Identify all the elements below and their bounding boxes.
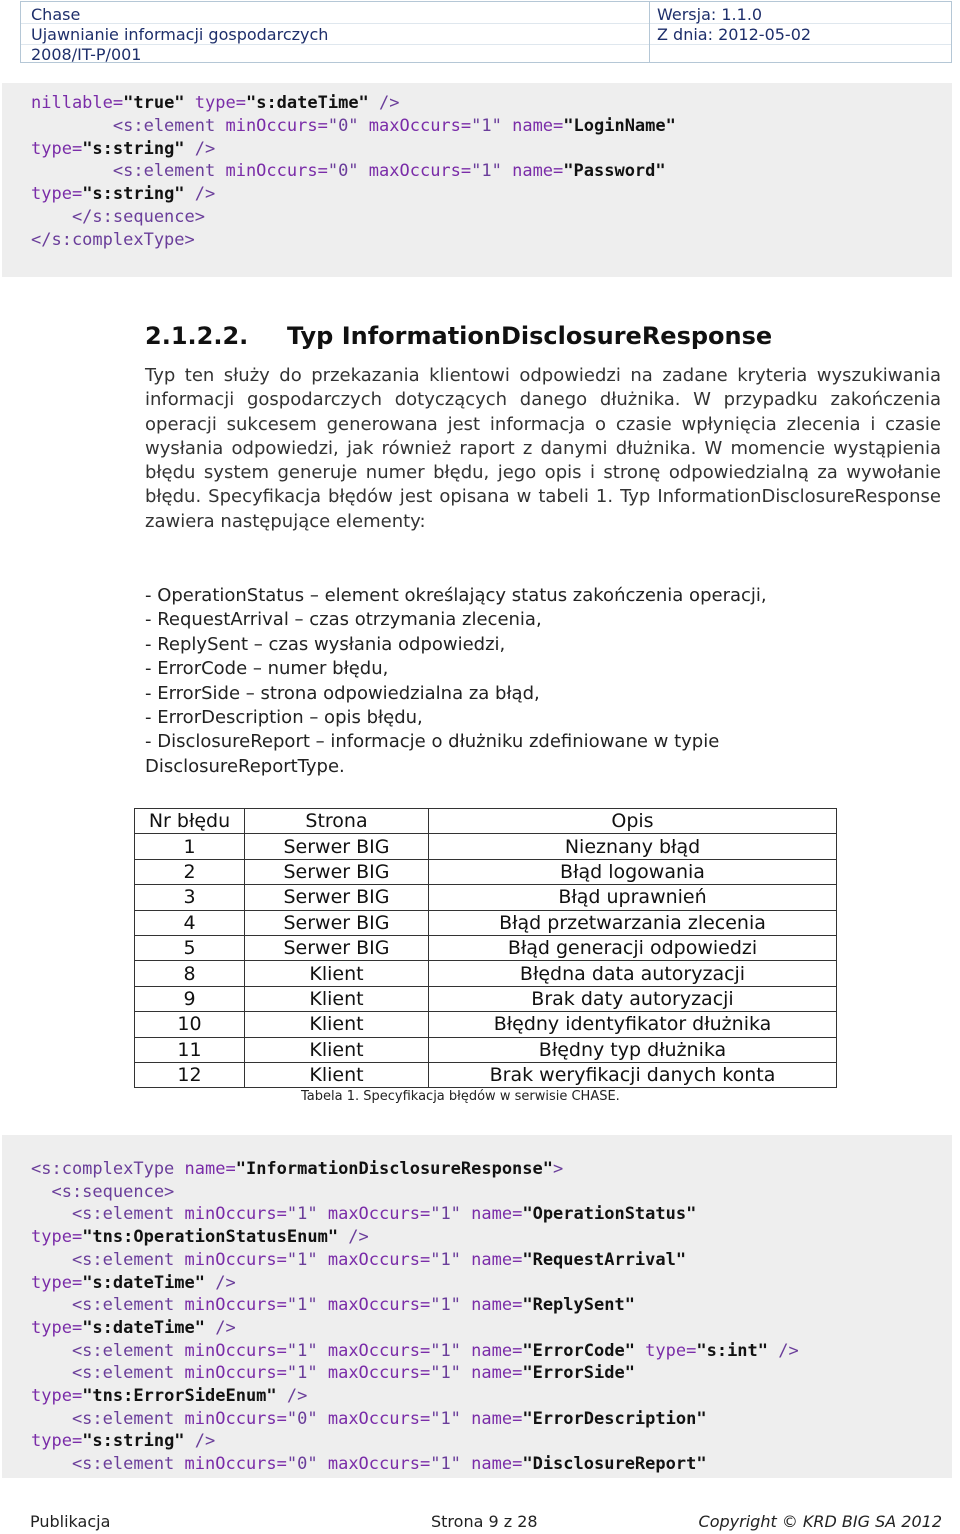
document-header: [20, 1, 952, 63]
table-cell: 4: [135, 910, 245, 935]
table-row: [135, 834, 837, 859]
table-row: [135, 910, 837, 935]
table-cell: Błędny identyfikator dłużnika: [429, 1012, 837, 1037]
code-token: name=: [471, 1454, 523, 1475]
code-line: [31, 116, 676, 136]
code-token: "LoginName": [563, 115, 676, 136]
table-row: [135, 1062, 837, 1087]
code-line: [31, 1454, 707, 1474]
code-token: "ErrorSide": [522, 1363, 635, 1384]
code-token: "s:int": [696, 1340, 769, 1361]
table-cell: Serwer BIG: [245, 935, 429, 960]
code-token: "DisclosureReport": [522, 1454, 707, 1475]
code-token: <s:element: [31, 1363, 185, 1384]
code-token: />: [276, 1386, 308, 1406]
code-token: minOccurs=: [225, 161, 328, 182]
code-token: <s:element: [31, 161, 226, 182]
list-item: - DisclosureReport – informacje o dłużniku zdefiniowane w typie: [145, 731, 720, 753]
table-cell: Serwer BIG: [245, 910, 429, 935]
code-token: maxOccurs=: [327, 1204, 431, 1225]
table-row: [135, 961, 837, 986]
code-token: minOccurs=: [184, 1363, 287, 1384]
code-token: minOccurs=: [184, 1204, 287, 1225]
table-cell: Serwer BIG: [245, 859, 429, 884]
code-token: type=: [31, 1317, 83, 1338]
footer-page-number: Strona 9 z 28: [431, 1512, 538, 1531]
table-cell: Klient: [245, 961, 429, 986]
code-token: "s:string": [82, 1431, 185, 1452]
table-row: [135, 986, 837, 1011]
section-title: Typ InformationDisclosureResponse: [287, 322, 773, 350]
code-token: <s:element: [31, 1454, 185, 1475]
table-row: [135, 1037, 837, 1062]
code-line: [31, 1159, 563, 1179]
table-cell: 10: [135, 1012, 245, 1037]
code-token: type=: [184, 93, 246, 113]
code-token: "ReplySent": [522, 1295, 635, 1316]
code-token: name=: [471, 1408, 523, 1429]
code-token: name=: [184, 1159, 236, 1179]
code-token: "0": [286, 1408, 328, 1429]
code-line: [31, 1204, 696, 1224]
table-cell: Błąd uprawnień: [429, 885, 837, 910]
code-token: maxOccurs=: [327, 1408, 431, 1429]
table-cell: Brak weryfikacji danych konta: [429, 1062, 837, 1087]
table-cell: Błąd przetwarzania zlecenia: [429, 910, 837, 935]
code-line: [31, 1273, 236, 1293]
code-token: minOccurs=: [184, 1295, 287, 1316]
code-token: "1": [430, 1408, 472, 1429]
code-token: "true": [123, 93, 185, 113]
code-token: type=: [31, 1386, 83, 1406]
code-token: />: [768, 1340, 799, 1361]
code-line: [31, 139, 215, 159]
code-token: name=: [471, 1340, 523, 1361]
code-line: [31, 1182, 174, 1202]
code-token: "s:dateTime": [82, 1272, 206, 1293]
code-token: nillable=: [31, 93, 124, 113]
code-line: [31, 230, 195, 250]
code-line: [31, 1431, 215, 1451]
code-token: "ErrorDescription": [522, 1408, 707, 1429]
code-line: [31, 1318, 236, 1338]
code-token: "tns:ErrorSideEnum": [82, 1386, 277, 1406]
list-item: DisclosureReportType.: [145, 755, 345, 777]
table-cell: 5: [135, 935, 245, 960]
code-token: "1": [471, 115, 513, 136]
code-token: type=: [31, 1227, 83, 1248]
code-token: <s:sequence>: [31, 1181, 175, 1202]
code-token: "1": [430, 1204, 472, 1225]
code-line: [31, 1295, 635, 1315]
code-token: "1": [286, 1363, 328, 1384]
code-block-1: [2, 83, 952, 277]
code-token: "Password": [563, 161, 666, 182]
code-line: [31, 1363, 635, 1383]
code-token: <s:element: [31, 1249, 185, 1270]
code-token: maxOccurs=: [327, 1340, 431, 1361]
header-project-code: 2008/IT-P/001: [31, 45, 142, 64]
code-token: </s:complexType>: [31, 229, 195, 250]
code-token: />: [205, 1272, 236, 1293]
table-cell: Klient: [245, 1062, 429, 1087]
header-version: Wersja: 1.1.0: [657, 5, 763, 24]
code-line: [31, 161, 666, 181]
code-token: maxOccurs=: [327, 1295, 431, 1316]
code-token: minOccurs=: [184, 1408, 287, 1429]
table-cell: 12: [135, 1062, 245, 1087]
code-token: "ErrorCode": [522, 1340, 635, 1361]
section-heading: [145, 322, 772, 350]
table-cell: Klient: [245, 1012, 429, 1037]
code-token: "1": [286, 1249, 328, 1270]
code-token: "RequestArrival": [522, 1249, 687, 1270]
code-token: type=: [634, 1340, 697, 1361]
code-token: maxOccurs=: [368, 115, 472, 136]
table-cell: 9: [135, 986, 245, 1011]
code-token: type=: [31, 1272, 83, 1293]
element-list: [145, 584, 945, 779]
code-token: "s:dateTime": [82, 1317, 206, 1338]
code-token: name=: [471, 1295, 523, 1316]
table-row: [135, 1012, 837, 1037]
table-cell: Serwer BIG: [245, 834, 429, 859]
code-token: />: [368, 93, 400, 113]
code-token: minOccurs=: [184, 1249, 287, 1270]
code-token: "OperationStatus": [522, 1204, 697, 1225]
error-table: [134, 808, 837, 1088]
code-line: [31, 93, 400, 113]
code-token: name=: [471, 1204, 523, 1225]
code-token: "0": [286, 1454, 328, 1475]
section-number: 2.1.2.2.: [145, 322, 249, 350]
code-token: />: [338, 1227, 369, 1248]
column-header: Opis: [429, 809, 837, 834]
code-token: type=: [31, 138, 83, 159]
table-cell: Brak daty autoryzacji: [429, 986, 837, 1011]
code-line: [31, 1227, 369, 1247]
code-token: <s:element: [31, 1340, 185, 1361]
table-cell: Błędna data autoryzacji: [429, 961, 837, 986]
code-token: "1": [286, 1340, 328, 1361]
table-row: [135, 935, 837, 960]
code-token: name=: [471, 1249, 523, 1270]
header-subtitle: Ujawnianie informacji gospodarczych: [31, 25, 329, 44]
code-token: </s:sequence>: [31, 207, 205, 227]
table-cell: 2: [135, 859, 245, 884]
table-cell: 8: [135, 961, 245, 986]
code-token: name=: [471, 1363, 523, 1384]
table-cell: Klient: [245, 986, 429, 1011]
code-token: minOccurs=: [184, 1454, 287, 1475]
code-token: name=: [512, 115, 564, 136]
list-item: - ErrorSide – strona odpowiedzialna za błąd,: [145, 682, 540, 704]
code-token: minOccurs=: [225, 115, 328, 136]
list-item: - RequestArrival – czas otrzymania zlecenia,: [145, 609, 542, 631]
header-date: Z dnia: 2012-05-02: [657, 25, 812, 44]
header-column-divider: [649, 2, 650, 62]
code-token: "1": [430, 1340, 472, 1361]
code-token: minOccurs=: [184, 1340, 287, 1361]
code-token: "s:dateTime": [245, 93, 369, 113]
code-token: <s:element: [31, 115, 226, 136]
code-token: >: [553, 1159, 564, 1179]
code-line: [31, 1386, 307, 1406]
code-token: "1": [286, 1295, 328, 1316]
code-line: [31, 1250, 686, 1270]
code-token: name=: [512, 161, 564, 182]
table-row: [135, 859, 837, 884]
table-cell: Błąd generacji odpowiedzi: [429, 935, 837, 960]
code-token: "s:string": [82, 184, 185, 205]
code-token: "1": [430, 1454, 472, 1475]
code-token: maxOccurs=: [327, 1454, 431, 1475]
footer-copyright: Copyright © KRD BIG SA 2012: [698, 1512, 942, 1531]
code-token: "1": [471, 161, 513, 182]
header-title: Chase: [31, 5, 81, 24]
code-token: "s:string": [82, 138, 185, 159]
list-item: - ErrorCode – numer błędu,: [145, 658, 389, 680]
table-cell: Błąd logowania: [429, 859, 837, 884]
code-token: />: [184, 138, 216, 159]
code-token: <s:element: [31, 1204, 185, 1225]
code-token: "InformationDisclosureResponse": [235, 1159, 553, 1179]
header-divider: [21, 23, 951, 24]
code-token: type=: [31, 1431, 83, 1452]
table-cell: Serwer BIG: [245, 885, 429, 910]
code-line: [31, 1409, 707, 1429]
table-cell: Błędny typ dłużnika: [429, 1037, 837, 1062]
code-token: "1": [430, 1249, 472, 1270]
table-cell: Nieznany błąd: [429, 834, 837, 859]
footer-publication: Publikacja: [30, 1512, 111, 1531]
code-token: />: [205, 1317, 236, 1338]
table-caption: Tabela 1. Specyfikacja błędów w serwisie CHASE.: [301, 1089, 620, 1104]
header-divider: [21, 44, 951, 45]
table-header-row: [135, 809, 837, 834]
code-line: [31, 207, 205, 227]
code-token: />: [184, 184, 216, 205]
code-token: maxOccurs=: [327, 1249, 431, 1270]
code-token: "1": [430, 1363, 472, 1384]
list-item: - ReplySent – czas wysłania odpowiedzi,: [145, 633, 506, 655]
document-footer: [30, 1512, 942, 1531]
code-token: <s:element: [31, 1295, 185, 1316]
table-cell: 11: [135, 1037, 245, 1062]
code-token: "tns:OperationStatusEnum": [82, 1227, 339, 1248]
list-item: - ErrorDescription – opis błędu,: [145, 707, 423, 729]
code-token: "1": [430, 1295, 472, 1316]
code-token: "1": [286, 1204, 328, 1225]
code-token: maxOccurs=: [368, 161, 472, 182]
column-header: Strona: [245, 809, 429, 834]
table-cell: 3: [135, 885, 245, 910]
list-item: - OperationStatus – element określający status zakończenia operacji,: [145, 585, 767, 606]
code-token: <s:complexType: [31, 1159, 185, 1179]
code-token: "0": [327, 161, 369, 182]
table-cell: 1: [135, 834, 245, 859]
code-line: [31, 184, 215, 204]
code-token: type=: [31, 184, 83, 205]
code-block-2: [2, 1135, 952, 1478]
code-line: [31, 1341, 799, 1361]
table-cell: Klient: [245, 1037, 429, 1062]
section-paragraph: Typ ten służy do przekazania klientowi odpowiedzi na zadane kryteria wyszukiwania informacji gospodarczych dotyczących danego dłużnika. W przypadku zakończenia operacji sukcesem generowana jest informacja o czasie wpłynięcia zlecenia i czasie wysłania odpowiedzi, jak również raport z danymi dłużnika. W momencie wystąpienia błędu system generuje numer błędu, jego opis i stronę odpowiedzialną za wywołanie błędu. Specyfikacja błędów jest opisana w tabeli 1. Typ InformationDisclosureResponse zawiera następujące elementy:: [145, 365, 941, 532]
column-header: Nr błędu: [135, 809, 245, 834]
table-row: [135, 885, 837, 910]
code-token: "0": [327, 115, 369, 136]
code-token: <s:element: [31, 1408, 185, 1429]
code-token: maxOccurs=: [327, 1363, 431, 1384]
code-token: />: [184, 1431, 216, 1452]
